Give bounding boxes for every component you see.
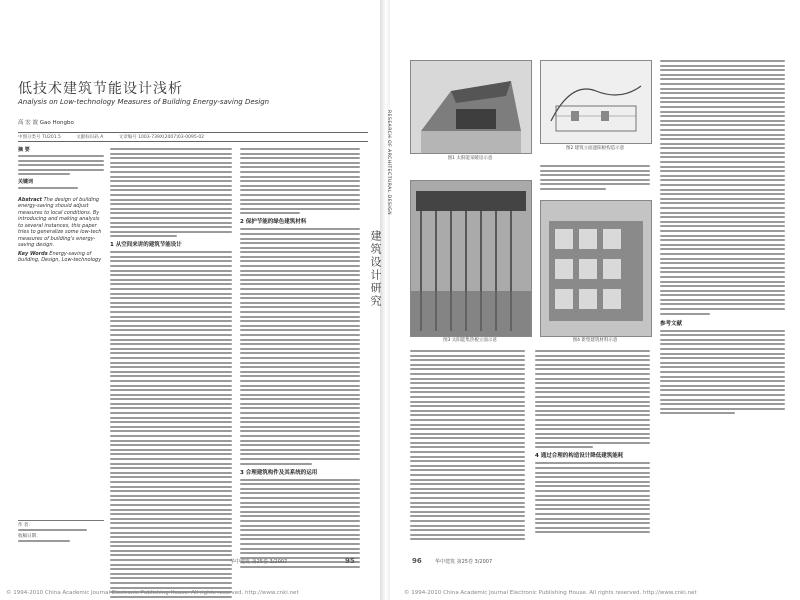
- title-cn: 低技术建筑节能设计浅析: [18, 81, 183, 97]
- authors: 高 宏 波 Gao Hongbo: [18, 120, 74, 126]
- left-page-number: 95: [345, 557, 355, 565]
- figure-3-illustration: [411, 181, 531, 336]
- left-journal-footer: 华中建筑 第25卷 3/2007: [230, 559, 288, 565]
- title-en: Analysis on Low-technology Measures of Building Energy-saving Design: [18, 98, 270, 106]
- figure-4-photo: [540, 200, 652, 337]
- author-info-box: [18, 520, 104, 544]
- section3-heading: 3 合理建筑构件及其系统的运用: [240, 469, 318, 476]
- figure-2-illustration: [541, 61, 651, 143]
- figure-4-illustration: [541, 201, 651, 336]
- keywords-en-text: Energy-saving of building, Design, Low-technology: [18, 250, 102, 264]
- meta-article-no: 文章编号 1003-739X(2007)03-0095-02: [118, 135, 205, 140]
- keywords-en-label: Key Words: [18, 250, 48, 257]
- meta-doc-code: 文献标识码 A: [76, 135, 104, 140]
- article-meta: [18, 132, 368, 142]
- figure-3-caption: 图3 太阳能集热板立面示意: [443, 338, 497, 343]
- left-page: [0, 0, 380, 600]
- meta-clc: 中图分类号 TU201.5: [18, 135, 61, 140]
- keywords-en: [18, 251, 104, 264]
- left-copyright: © 1994-2010 China Academic Journal Electronic Publishing House. All rights reserved. http://www.cnki.net: [6, 590, 299, 596]
- right-page-number: 96: [412, 557, 422, 565]
- figure-2-caption: 图2 建筑立面遮阳板构造示意: [565, 146, 625, 151]
- right-journal-footer: 华中建筑 第25卷 3/2007: [435, 559, 493, 565]
- keywords-cn-label: 关键词: [18, 178, 34, 185]
- abstract-sidebar: [18, 146, 104, 264]
- right-copyright: © 1994-2010 China Academic Journal Electronic Publishing House. All rights reserved. http://www.cnki.net: [404, 590, 697, 596]
- figure-1-caption: 图1 太阳能采暖房示意: [447, 156, 493, 161]
- abstract-cn-label: 摘 要: [18, 147, 30, 153]
- section4-heading: 4 通过合理的构造设计降低建筑能耗: [535, 453, 624, 460]
- abstract-cn-text: [18, 155, 104, 175]
- section1-heading: 1 从空间来讲的建筑节能设计: [110, 242, 182, 249]
- figure-2-drawing: [540, 60, 652, 144]
- figure-1-illustration: [411, 61, 531, 153]
- author-label: 作 者：: [18, 523, 33, 528]
- right-column-2-top: [540, 165, 650, 193]
- abstract-en-label: Abstract: [18, 196, 43, 203]
- references-heading: 参考文献: [660, 320, 683, 327]
- received-label: 收稿日期：: [18, 533, 41, 539]
- right-body-column-2: [535, 350, 650, 536]
- abstract-en-text: The design of building energy-saving should adjust measures to local conditions. By introducing and making analysis to several instances, this paper tries to generalize some low-tech measures of building's energy-saving design.: [18, 196, 102, 249]
- figure-1-photo: [410, 60, 532, 154]
- abstract-en: [18, 197, 104, 249]
- figure-4-caption: 图4 新型建筑材料示意: [572, 338, 618, 343]
- body-column-2: [110, 148, 232, 600]
- vertical-journal-section-en: RESEARCH OF ARCHITECTURAL DESIGN: [386, 110, 391, 216]
- right-page: [390, 0, 800, 600]
- right-body-column-3: [660, 60, 785, 417]
- figure-3-photo: [410, 180, 532, 337]
- section2-heading: 2 保护节能的绿色建筑材料: [240, 219, 307, 226]
- body-column-3: [240, 148, 360, 570]
- right-body-column-1: [410, 350, 525, 543]
- vertical-journal-section-cn: 建筑设计研究: [369, 230, 382, 308]
